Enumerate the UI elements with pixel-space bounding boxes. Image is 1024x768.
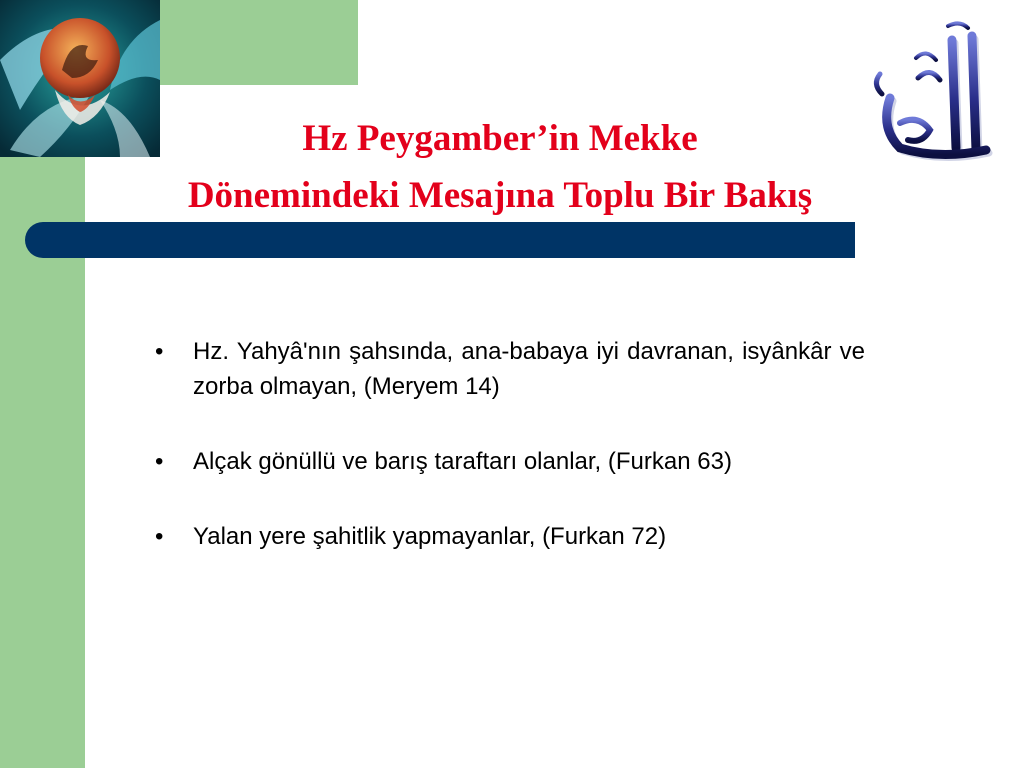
bullet-marker: •	[155, 523, 164, 550]
bullet-text: Yalan yere şahitlik yapmayanlar, (Furkan 72)	[193, 523, 667, 550]
title-divider-bar	[25, 222, 855, 258]
bullet-list	[155, 334, 865, 594]
list-item	[155, 444, 865, 479]
list-item	[155, 334, 865, 404]
bullet-marker: •	[155, 448, 164, 475]
bullet-text: Alçak gönüllü ve barış taraftarı olanlar, (Furkan 63)	[193, 448, 732, 475]
list-item	[155, 519, 865, 554]
bullet-text: Hz. Yahyâ'nın şahsında, ana-babaya iyi davranan, isyânkâr ve zorba olmayan, (Meryem 14)	[193, 338, 865, 400]
bullet-marker: •	[155, 338, 164, 365]
slide-title	[100, 110, 900, 224]
title-line-1: Hz Peygamber’in Mekke	[302, 118, 698, 159]
title-line-2: Dönemindeki Mesajına Toplu Bir Bakış	[187, 175, 813, 216]
